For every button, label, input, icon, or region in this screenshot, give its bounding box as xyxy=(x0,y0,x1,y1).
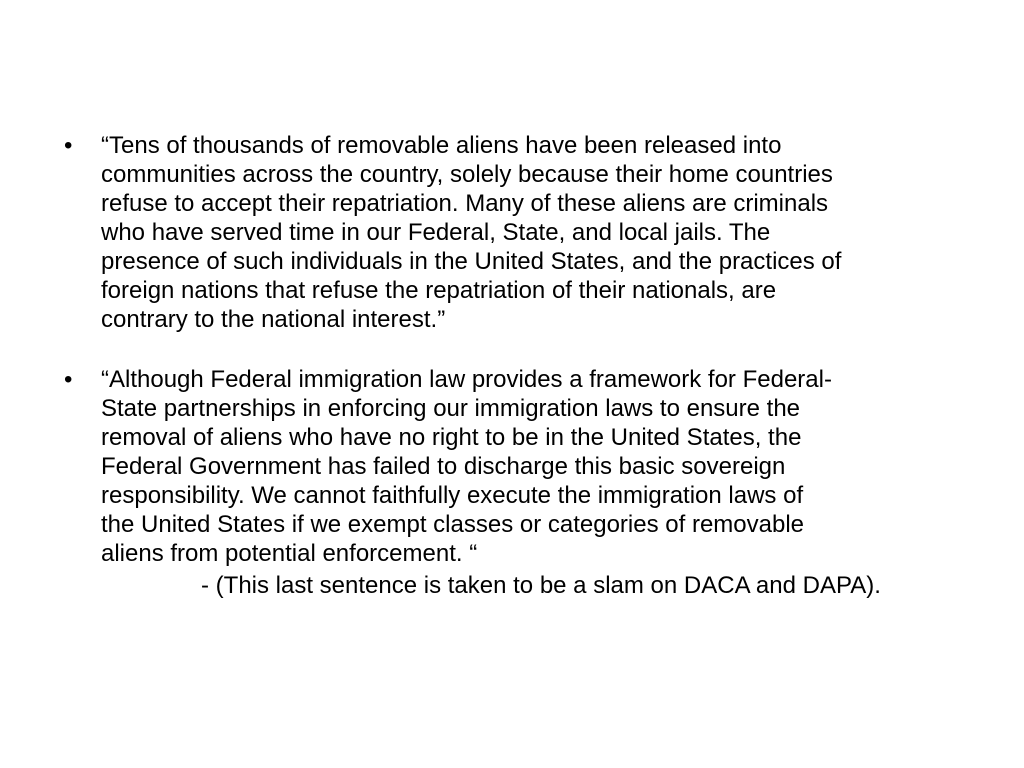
bullet-text-line: foreign nations that refuse the repatriation of their nationals, are xyxy=(101,277,777,304)
bullet-text-line: the United States if we exempt classes or categories of removable xyxy=(101,511,805,538)
bullet-note: - (This last sentence is taken to be a slam on DACA and DAPA). xyxy=(201,572,881,599)
bullet-marker: • xyxy=(64,132,73,159)
bullet-text-line: contrary to the national interest.” xyxy=(101,306,446,333)
bullet-text-line: removal of aliens who have no right to be in the United States, the xyxy=(101,424,802,451)
bullet-text-line: communities across the country, solely because their home countries xyxy=(101,161,833,188)
bullet-text-line: “Tens of thousands of removable aliens have been released into xyxy=(101,132,782,159)
bullet-text-line: aliens from potential enforcement. “ xyxy=(101,540,478,567)
bullet-item xyxy=(64,365,964,600)
bullet-text-line: presence of such individuals in the United States, and the practices of xyxy=(101,248,842,275)
bullet-item xyxy=(64,131,964,334)
bullet-marker: • xyxy=(64,366,73,393)
bullet-text-line: “Although Federal immigration law provides a framework for Federal- xyxy=(101,366,832,393)
bullet-text-line: who have served time in our Federal, State, and local jails. The xyxy=(101,219,771,246)
bullet-text-line: refuse to accept their repatriation. Many of these aliens are criminals xyxy=(101,190,829,217)
bullet-text-line: Federal Government has failed to discharge this basic sovereign xyxy=(101,453,786,480)
bullet-text-line: State partnerships in enforcing our immigration laws to ensure the xyxy=(101,395,801,422)
bullet-text-line: responsibility. We cannot faithfully execute the immigration laws of xyxy=(101,482,804,509)
slide-body xyxy=(64,131,964,600)
